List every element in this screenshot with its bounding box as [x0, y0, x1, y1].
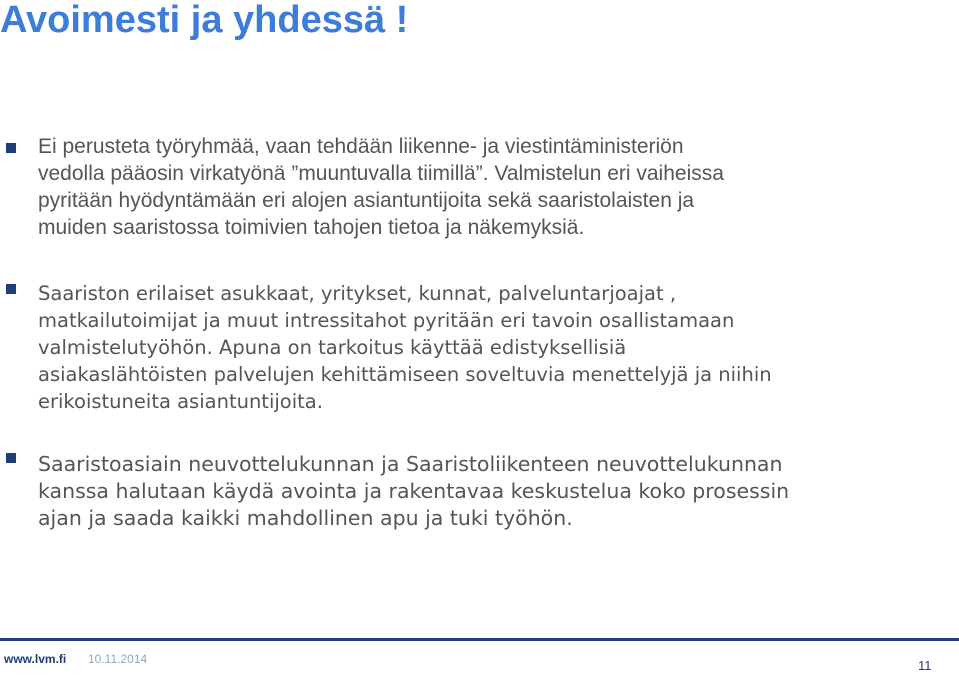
footer-url[interactable]: www.lvm.fi	[4, 652, 67, 666]
square-bullet-icon	[6, 284, 16, 294]
slide-title: Avoimesti ja yhdessä !	[0, 0, 409, 41]
bullet-text: Ei perusteta työryhmää, vaan tehdään liikenne- ja viestintäministeriön vedolla pääosin virkatyönä ”muuntuvalla tiimillä”. Valmistelun eri vaiheissa pyritään hyödyntämään eri alojen asiantuntijoita sekä saaristolaisten ja muiden saaristossa toimivien tahojen tietoa ja näkemyksiä.	[38, 135, 724, 239]
bullet-text: Saaristoasiain neuvottelukunnan ja Saaristoliikenteen neuvottelukunnan kanssa halutaan käydä avointa ja rakentavaa keskustelua koko prosessin ajan ja saada kaikki mahdollinen apu ja tuki työhön.	[38, 452, 790, 530]
slide-footer	[0, 630, 959, 686]
square-bullet-icon	[6, 143, 16, 153]
footer-divider	[0, 638, 959, 641]
bullet-text: Saariston erilaiset asukkaat, yritykset, kunnat, palveluntarjoajat , matkailutoimijat ja muut intressitahot pyritään eri tavoin osallistamaan valmistelutyöhön. Apuna on tarkoitus käyttää edistyksellisiä asiakaslähtöisten palvelujen kehittämiseen soveltuvia menettelyjä ja niihin erikoistuneita asiantuntijoita.	[38, 282, 772, 413]
square-bullet-icon	[6, 453, 16, 463]
footer-date: 10.11.2014	[88, 652, 148, 666]
page-number: 11	[918, 658, 932, 673]
